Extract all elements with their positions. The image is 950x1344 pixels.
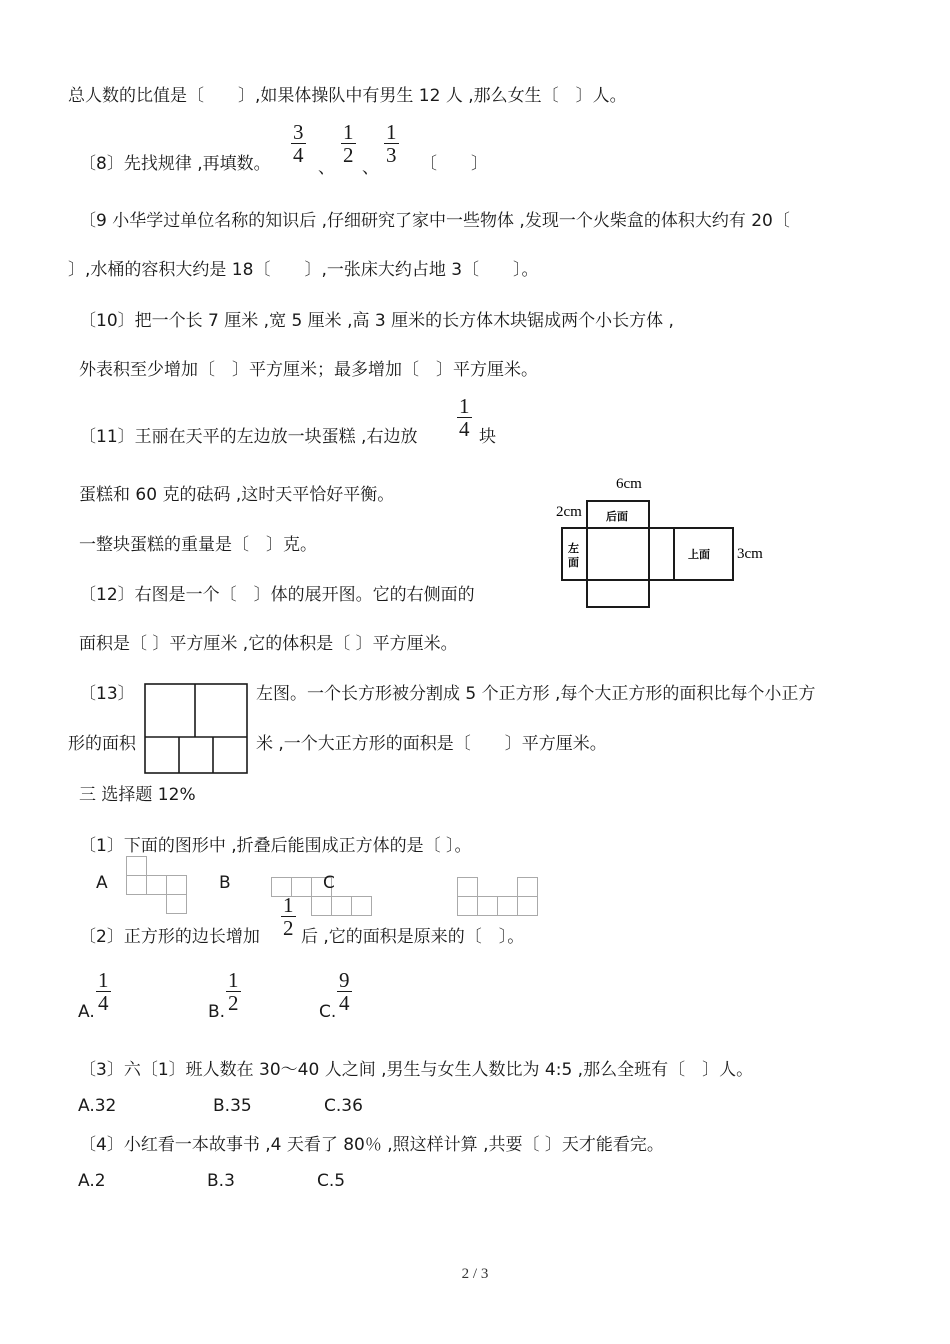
- q8-text: 〔8〕先找规律 ,再填数。: [79, 154, 271, 174]
- q13-text-1: 左图。一个长方形被分割成 5 个正方形 ,每个大正方形的面积比每个小正方: [256, 684, 816, 704]
- cuboid-net-figure: [552, 468, 802, 618]
- q11-text-tail: 块: [479, 427, 496, 447]
- fraction-numerator: 9: [339, 968, 350, 992]
- c1-option-a: A: [96, 873, 108, 893]
- c1-option-c: C: [323, 873, 335, 893]
- fraction-numerator: 3: [293, 120, 304, 144]
- net-right-dimension: 3cm: [737, 546, 763, 562]
- fraction-denominator: 2: [228, 991, 239, 1015]
- net-label-left-2: 面: [568, 557, 579, 569]
- net-face-right: [649, 528, 674, 580]
- text-line-ratio: 总人数的比值是〔 〕,如果体操队中有男生 12 人 ,那么女生〔 〕人。: [68, 86, 627, 106]
- fraction-numerator: 1: [343, 120, 354, 144]
- q13-text-2: 米 ,一个大正方形的面积是〔 〕平方厘米。: [256, 734, 607, 754]
- q12-text-2: 面积是〔 〕平方厘米 ,它的体积是〔 〕平方厘米。: [79, 634, 458, 654]
- net-face-front: [587, 580, 649, 607]
- fraction-numerator: 1: [283, 893, 294, 917]
- c4-option-b: B.3: [207, 1171, 235, 1191]
- fraction-denominator: 4: [339, 991, 350, 1015]
- q13-label: 〔13〕: [79, 684, 135, 704]
- fraction-denominator: 2: [283, 916, 294, 940]
- q10-text-2: 外表积至少增加〔 〕平方厘米；最多增加〔 〕平方厘米。: [79, 360, 538, 380]
- q8-fraction-3: [384, 121, 399, 166]
- c2-fraction: [281, 894, 296, 939]
- c2-option-a: A.: [78, 1002, 95, 1022]
- c2-option-b-fraction: [226, 969, 241, 1014]
- q8-answer-blank: 〔 〕: [420, 154, 488, 174]
- c4-text: 〔4〕小红看一本故事书 ,4 天看了 80％ ,照这样计算 ,共要〔 〕天才能看完。: [79, 1135, 664, 1155]
- c3-text: 〔3〕六〔1〕班人数在 30～40 人之间 ,男生与女生人数比为 4:5 ,那么全班有〔 〕人。: [79, 1060, 754, 1080]
- q8-fraction-2: [341, 121, 356, 166]
- q8-separator: 、: [362, 158, 379, 178]
- fraction-denominator: 3: [386, 143, 397, 167]
- q10-text-1: 〔10〕把一个长 7 厘米 ,宽 5 厘米 ,高 3 厘米的长方体木块锯成两个小长方体 ,: [79, 311, 674, 331]
- fraction-denominator: 4: [98, 991, 109, 1015]
- net-label-left-1: 左: [568, 543, 579, 555]
- q11-text-1: 〔11〕王丽在天平的左边放一块蛋糕 ,右边放: [79, 427, 418, 447]
- q13-squares-figure: [144, 683, 250, 775]
- q11-text-3: 一整块蛋糕的重量是〔 〕克。: [79, 535, 317, 555]
- c3-option-c: C.36: [324, 1096, 363, 1116]
- q13-outer-rectangle: [145, 684, 247, 773]
- c1-text: 〔1〕下面的图形中 ,折叠后能围成正方体的是〔 〕。: [79, 836, 472, 856]
- q8-fraction-1: [291, 121, 306, 166]
- fraction-denominator: 2: [343, 143, 354, 167]
- net-label-top: 上面: [688, 549, 710, 561]
- fraction-denominator: 4: [293, 143, 304, 167]
- c1-net-c: [457, 877, 539, 917]
- c3-option-b: B.35: [213, 1096, 252, 1116]
- fraction-numerator: 1: [386, 120, 397, 144]
- q12-text-1: 〔12〕右图是一个〔 〕体的展开图。它的右侧面的: [79, 585, 475, 605]
- q11-fraction: [457, 395, 472, 440]
- fraction-numerator: 1: [459, 394, 470, 418]
- q9-text-1: 〔9 小华学过单位名称的知识后 ,仔细研究了家中一些物体 ,发现一个火柴盒的体积大约有 20〔: [79, 211, 790, 231]
- c2-option-c: C.: [319, 1002, 337, 1022]
- net-left-dimension: 2cm: [556, 504, 582, 520]
- net-face-bottom: [587, 528, 649, 580]
- c2-option-b: B.: [208, 1002, 226, 1022]
- q11-text-2: 蛋糕和 60 克的砝码 ,这时天平恰好平衡。: [79, 485, 395, 505]
- c4-option-a: A.2: [78, 1171, 106, 1191]
- page-number: 2 / 3: [461, 1266, 489, 1282]
- net-label-back: 后面: [606, 511, 628, 523]
- c1-net-a: [126, 856, 188, 916]
- c3-option-a: A.32: [78, 1096, 117, 1116]
- c2-option-a-fraction: [96, 969, 111, 1014]
- fraction-denominator: 4: [459, 417, 470, 441]
- fraction-numerator: 1: [228, 968, 239, 992]
- fraction-numerator: 1: [98, 968, 109, 992]
- c2-text-post: 后 ,它的面积是原来的〔 〕。: [301, 927, 525, 947]
- q8-separator: 、: [318, 158, 335, 178]
- net-top-dimension: 6cm: [616, 476, 642, 492]
- section-three-heading: 三 选择题 12%: [79, 785, 196, 805]
- q9-text-2: 〕,水桶的容积大约是 18〔 〕,一张床大约占地 3〔 〕。: [68, 260, 539, 280]
- c2-option-c-fraction: [337, 969, 352, 1014]
- c1-option-b: B: [219, 873, 231, 893]
- c4-option-c: C.5: [317, 1171, 346, 1191]
- c2-text-pre: 〔2〕正方形的边长增加: [79, 927, 260, 947]
- q13-text-2-pre: 形的面积: [68, 734, 136, 754]
